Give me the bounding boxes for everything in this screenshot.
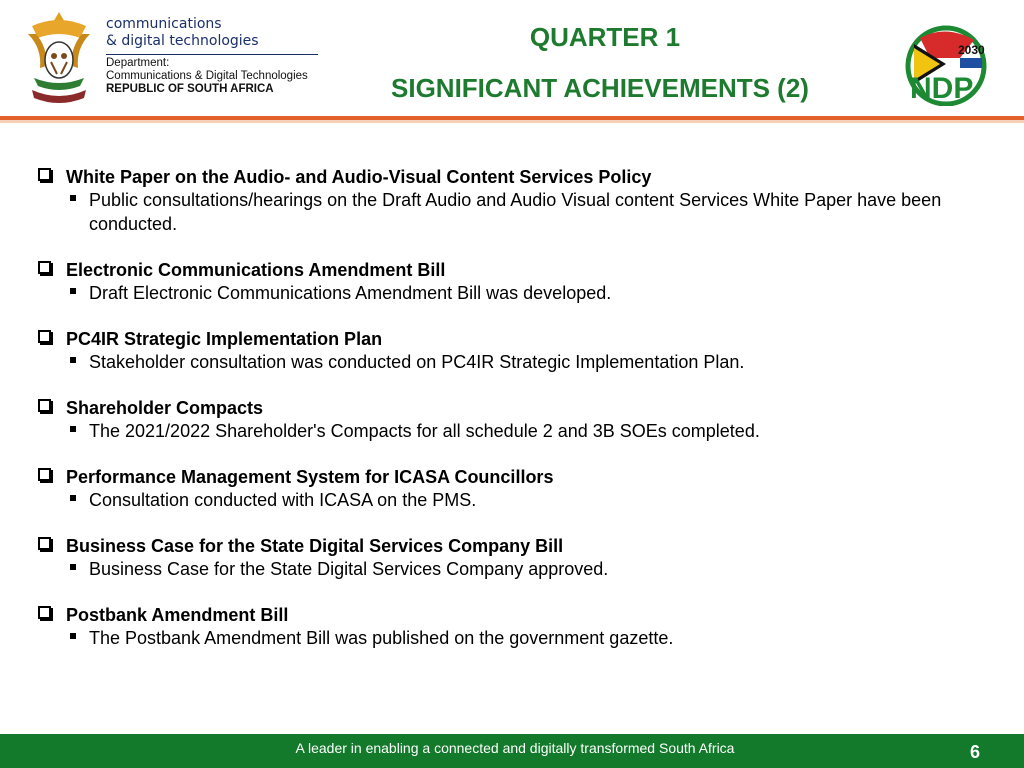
achievement-item xyxy=(38,259,988,305)
ndp-text: NDP xyxy=(910,72,974,105)
achievement-item xyxy=(38,166,988,236)
achievement-title: Postbank Amendment Bill xyxy=(66,605,289,625)
department-wordmark xyxy=(106,16,259,50)
slide-header xyxy=(0,0,1024,118)
ndp-year: 2030 xyxy=(958,43,985,57)
checkbox-bullet-icon xyxy=(38,330,51,343)
achievement-item xyxy=(38,604,988,650)
square-bullet-icon xyxy=(70,288,76,294)
achievement-heading xyxy=(38,397,988,419)
department-logo xyxy=(18,6,328,110)
department-name: Communications & Digital Technologies xyxy=(106,70,308,82)
achievement-detail-text: The Postbank Amendment Bill was published on the government gazette. xyxy=(89,628,674,648)
square-bullet-icon xyxy=(70,633,76,639)
achievement-item xyxy=(38,328,988,374)
achievement-heading xyxy=(38,328,988,350)
achievement-detail-text: Business Case for the State Digital Services Company approved. xyxy=(89,559,609,579)
achievement-title: Shareholder Compacts xyxy=(66,398,264,418)
achievement-detail-text: Draft Electronic Communications Amendment Bill was developed. xyxy=(89,283,612,303)
achievement-title: Performance Management System for ICASA Councillors xyxy=(66,467,554,487)
department-label: Department: xyxy=(106,57,170,69)
department-wordmark-line1: communications xyxy=(106,16,222,32)
country-name: REPUBLIC OF SOUTH AFRICA xyxy=(106,83,274,95)
achievement-detail xyxy=(70,626,988,650)
achievement-title: White Paper on the Audio- and Audio-Visual Content Services Policy xyxy=(66,167,652,187)
square-bullet-icon xyxy=(70,426,76,432)
slide-footer xyxy=(0,734,1024,768)
achievement-heading xyxy=(38,535,988,557)
achievement-item xyxy=(38,397,988,443)
checkbox-bullet-icon xyxy=(38,606,51,619)
achievement-title: Business Case for the State Digital Services Company Bill xyxy=(66,536,564,556)
achievement-detail xyxy=(70,419,988,443)
checkbox-bullet-icon xyxy=(38,468,51,481)
slide-title-line1: QUARTER 1 xyxy=(529,22,681,52)
achievement-heading xyxy=(38,259,988,281)
header-divider-shadow xyxy=(0,120,1024,123)
achievement-title: PC4IR Strategic Implementation Plan xyxy=(66,329,383,349)
achievement-detail-text: The 2021/2022 Shareholder's Compacts for all schedule 2 and 3B SOEs completed. xyxy=(89,421,760,441)
achievement-title: Electronic Communications Amendment Bill xyxy=(66,260,446,280)
achievement-detail xyxy=(70,188,988,236)
slide-title-line2: SIGNIFICANT ACHIEVEMENTS (2) xyxy=(391,73,809,103)
square-bullet-icon xyxy=(70,357,76,363)
achievement-item xyxy=(38,535,988,581)
coat-of-arms-icon xyxy=(22,8,96,108)
achievement-heading xyxy=(38,466,988,488)
achievements-list xyxy=(38,166,988,673)
checkbox-bullet-icon xyxy=(38,537,51,550)
square-bullet-icon xyxy=(70,495,76,501)
department-wordmark-line2: & digital technologies xyxy=(106,33,259,49)
page-number: 6 xyxy=(970,742,981,762)
footer-tagline: A leader in enabling a connected and digitally transformed South Africa xyxy=(295,740,735,756)
achievement-detail xyxy=(70,557,988,581)
ndp-2030-logo xyxy=(900,24,992,106)
checkbox-bullet-icon xyxy=(38,261,51,274)
achievement-heading xyxy=(38,604,988,626)
achievement-detail xyxy=(70,281,988,305)
square-bullet-icon xyxy=(70,195,76,201)
checkbox-bullet-icon xyxy=(38,168,51,181)
checkbox-bullet-icon xyxy=(38,399,51,412)
achievement-detail xyxy=(70,488,988,512)
achievement-detail xyxy=(70,350,988,374)
square-bullet-icon xyxy=(70,564,76,570)
achievement-detail-text: Consultation conducted with ICASA on the PMS. xyxy=(89,490,477,510)
achievement-detail-text: Public consultations/hearings on the Draft Audio and Audio Visual content Services White Paper have been conducted. xyxy=(89,190,942,234)
achievement-detail-text: Stakeholder consultation was conducted on PC4IR Strategic Implementation Plan. xyxy=(89,352,745,372)
achievement-heading xyxy=(38,166,988,188)
department-divider xyxy=(106,54,318,55)
achievement-item xyxy=(38,466,988,512)
department-details xyxy=(106,57,308,96)
